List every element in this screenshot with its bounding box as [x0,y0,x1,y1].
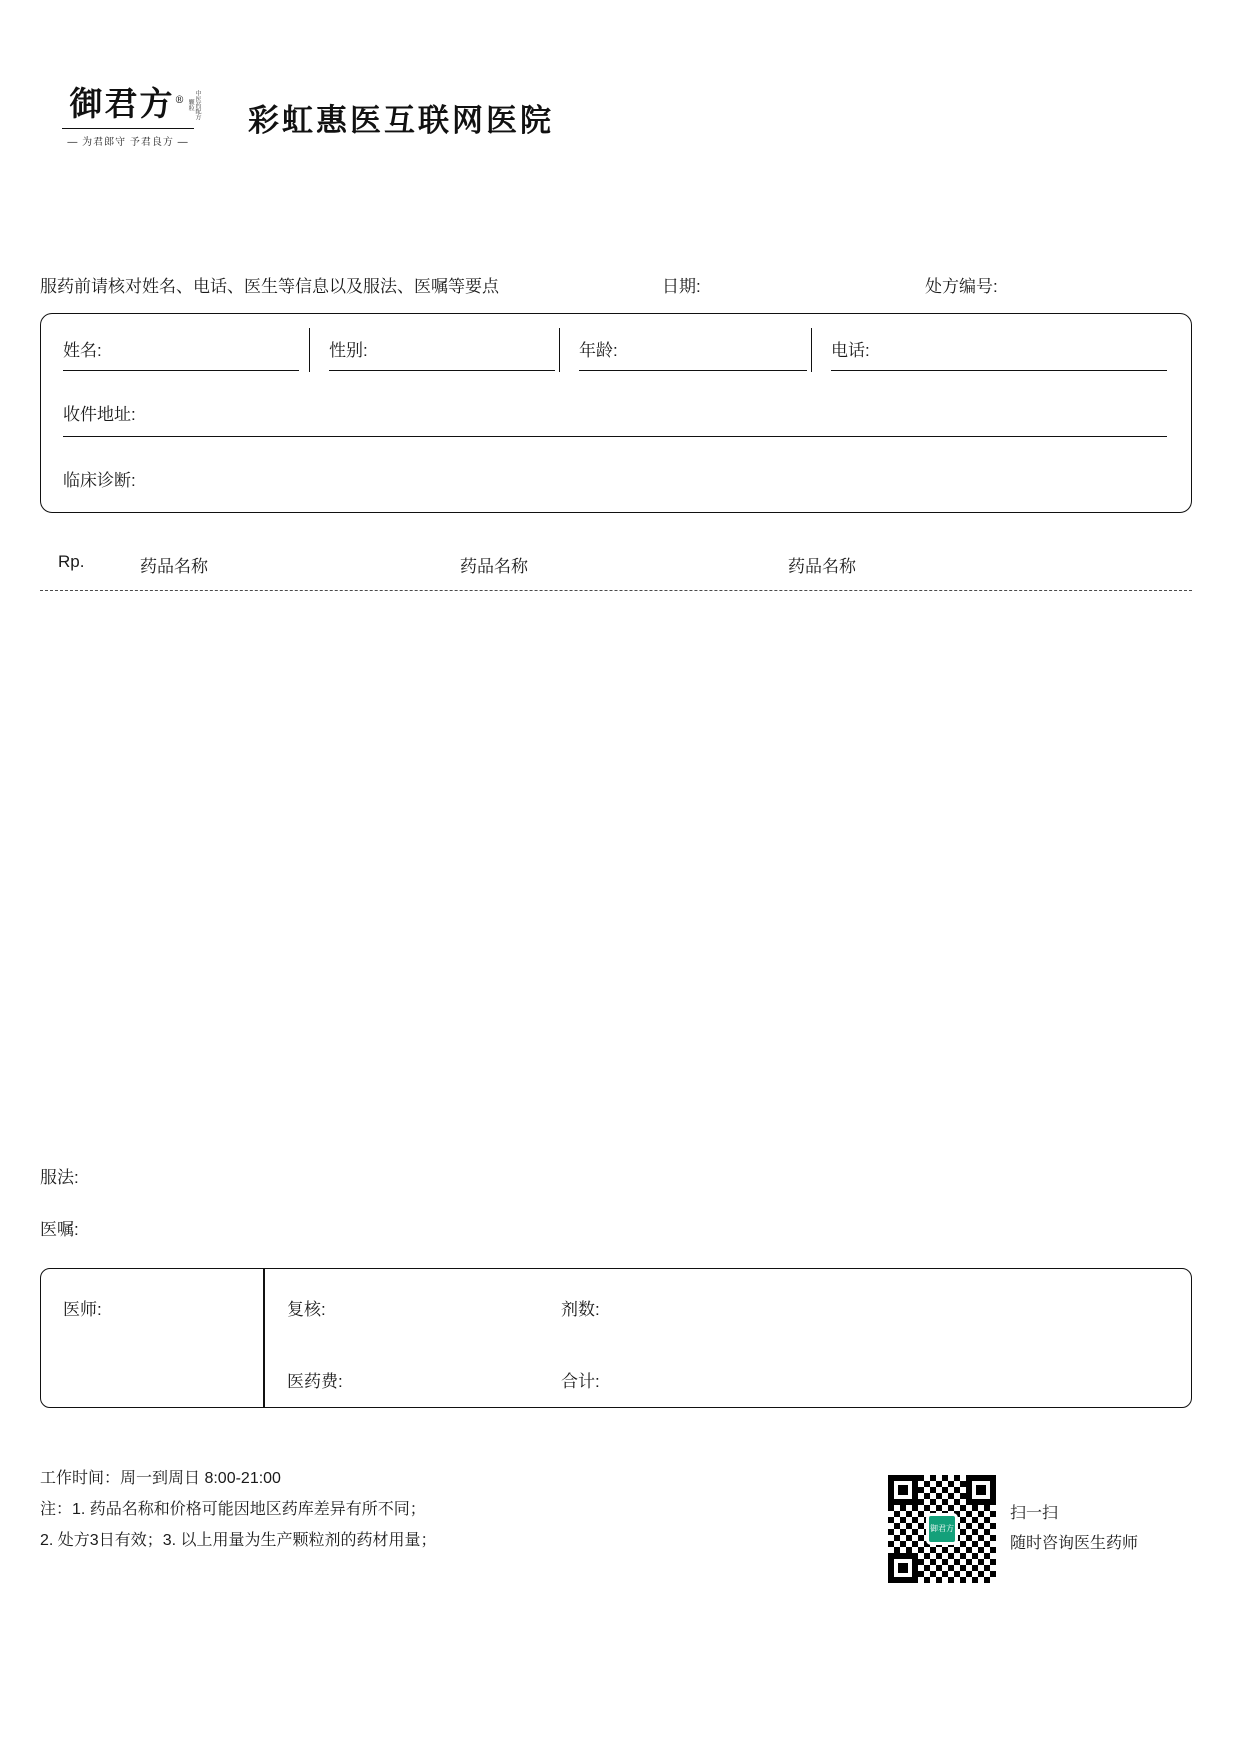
patient-info-box [40,313,1192,513]
qr-caption-line-1: 扫一扫 [1010,1504,1059,1522]
qr-finder-top-right [966,1475,996,1505]
name-label: 姓名: [63,341,102,360]
gender-input[interactable] [329,370,555,371]
logo-wordmark [58,86,198,122]
name-input[interactable] [63,370,299,371]
footer-notes [40,1463,436,1557]
qr-finder-bottom-left [888,1553,918,1583]
signature-divider [263,1269,265,1407]
drug-name-column-2: 药品名称 [460,557,528,576]
divider-1 [309,328,310,372]
registered-mark-icon: ® [174,95,187,106]
notice-text: 服药前请核对姓名、电话、医生等信息以及服法、医嘱等要点 [40,277,499,296]
age-label: 年龄: [579,341,618,360]
phone-input[interactable] [831,370,1167,371]
age-input[interactable] [579,370,807,371]
medicine-fee-label: 医药费: [287,1372,343,1391]
date-label: 日期: [662,277,701,296]
gender-label: 性别: [329,341,368,360]
rp-marker: Rp. [58,552,85,571]
patient-row-diagnosis [41,446,1191,512]
signature-box [40,1268,1192,1408]
rp-divider [40,590,1192,591]
work-hours: 工作时间：周一到周日 8:00-21:00 [40,1470,281,1487]
patient-row-address [41,380,1191,446]
logo-text: 御君方 [69,84,175,123]
address-input[interactable] [63,436,1167,437]
usage-label: 服法: [40,1168,79,1187]
qr-finder-top-left [888,1475,918,1505]
qr-center-logo: 御君方 [926,1513,958,1545]
header [58,86,554,148]
qr-code-icon[interactable] [888,1475,996,1583]
divider-3 [811,328,812,372]
review-label: 复核: [287,1300,326,1319]
note-line-1: 注：1. 药品名称和价格可能因地区药库差异有所不同； [40,1501,426,1519]
drug-name-column-3: 药品名称 [788,557,856,576]
total-label: 合计: [561,1372,600,1391]
note-line-2: 2. 处方3日有效；3. 以上用量为生产颗粒剂的药材用量； [40,1532,437,1550]
qr-caption [1010,1499,1138,1560]
diagnosis-label: 临床诊断: [63,471,136,490]
drug-name-column-1: 药品名称 [140,557,208,576]
divider-2 [559,328,560,372]
qr-section [888,1475,1138,1583]
prescription-number-label: 处方编号: [925,277,998,296]
logo-vertical-text: 中医药配方颗粒 [187,90,200,120]
qr-caption-line-2: 随时咨询医生药师 [1010,1535,1139,1552]
doctor-label: 医师: [63,1300,102,1319]
hospital-name: 彩虹惠医互联网医院 [248,102,554,139]
phone-label: 电话: [831,341,870,360]
brand-logo [58,86,198,148]
logo-tagline: — 为君郎守 予君良方 — [67,137,189,149]
address-label: 收件地址: [63,405,136,424]
logo-divider [62,128,194,129]
dose-count-label: 剂数: [561,1300,600,1319]
patient-row-basic [41,314,1191,380]
advice-label: 医嘱: [40,1220,79,1239]
